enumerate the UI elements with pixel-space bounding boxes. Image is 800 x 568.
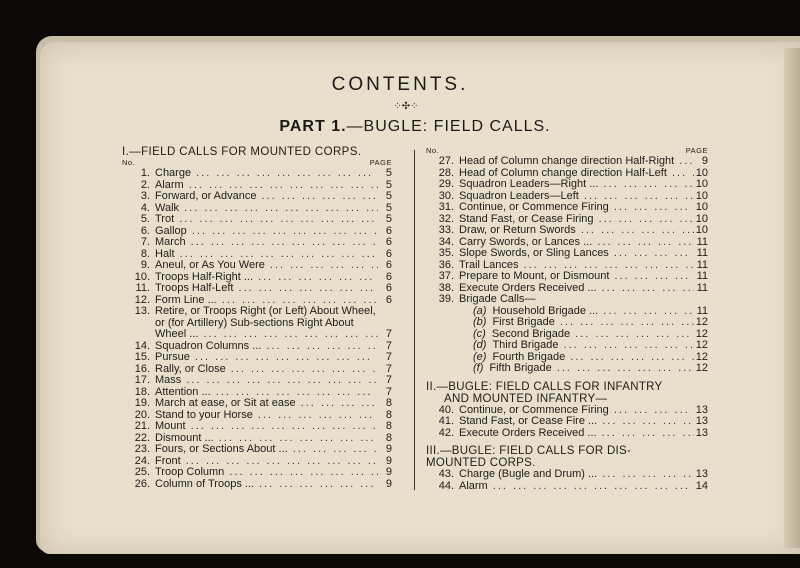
brigade-entry (459, 363, 694, 375)
entry-page: 14 (695, 479, 708, 492)
entry-title: Form Line ... ... . (155, 295, 378, 307)
part-heading (0, 118, 800, 136)
page-title: CONTENTS. (331, 74, 469, 95)
entry-page: 6 (385, 293, 392, 306)
entry-page: 6 (385, 236, 392, 248)
entry-number: 25. (134, 466, 150, 478)
entry-title: Troops Half-Right ... ... . (155, 272, 378, 284)
entry-page: 5 (385, 201, 392, 214)
toc-entry (122, 249, 392, 261)
toc-entry (426, 260, 708, 272)
entry-page: 10 (695, 178, 708, 190)
entry-title: Charge (Bugle and Drum) ... ... . (459, 469, 694, 481)
section-heading-infantry (426, 381, 708, 405)
entry-number: 7. (140, 236, 150, 248)
toc-entry (426, 329, 708, 341)
entry-number: 44. (438, 479, 454, 492)
entry-number: 14. (134, 339, 150, 352)
toc-entry (426, 294, 708, 306)
entry-page: 9 (385, 466, 392, 478)
entry-number: 33. (438, 224, 454, 236)
ornament-icon: ⁘✣⁘ (393, 101, 419, 112)
entry-page: 13 (695, 468, 708, 480)
entry-number: 26. (134, 477, 150, 490)
entry-title: March ... . (155, 237, 378, 249)
entry-page: 5 (385, 213, 392, 225)
entry-number: 13. (134, 305, 150, 317)
toc-entry (426, 237, 708, 249)
toc-entry (426, 225, 708, 237)
entry-number: 2. (140, 178, 150, 191)
entry-page: 11 (696, 235, 708, 248)
entry-number: 27. (438, 155, 454, 167)
entry-number: 10. (134, 270, 150, 283)
entry-number: 30. (438, 189, 454, 202)
entry-title: Column of Troops ... ... . (155, 479, 378, 491)
toc-entry (122, 421, 392, 433)
entry-page: 13 (695, 426, 708, 439)
entry-title: Attention ... ... . (155, 387, 378, 399)
entry-page: 6 (385, 282, 392, 294)
entry-number: 3. (140, 190, 150, 202)
entry-number: 24. (134, 454, 150, 467)
section-heading-mounted: I.—FIELD CALLS FOR MOUNTED CORPS. (122, 146, 362, 158)
entry-number: 28. (438, 166, 454, 179)
part-label: PART 1. (279, 118, 347, 135)
toc-entry (122, 444, 392, 456)
toc-entry (426, 306, 708, 318)
toc-entry (122, 341, 392, 353)
right-column (426, 146, 708, 492)
entry-title: Walk ... . (155, 203, 378, 215)
entry-title: Brigade Calls— (459, 294, 536, 305)
toc-entry (122, 329, 392, 341)
entry-title: Wheel ... ... . (155, 329, 378, 341)
toc-entry (122, 387, 392, 399)
entry-title: Rally, or Close ... . (155, 364, 378, 376)
entry-title: Charge ... . (155, 168, 378, 180)
part-subtitle: —BUGLE: FIELD CALLS. (346, 118, 551, 135)
entry-number: 40. (438, 403, 454, 416)
entry-title: Halt ... . (155, 249, 378, 261)
entry-page: 5 (385, 190, 392, 202)
entry-title: Mass ... . (155, 375, 378, 387)
toc-entry (426, 156, 708, 168)
entry-number: 6. (140, 224, 150, 237)
toc-entry (426, 202, 708, 214)
section2-line2: AND MOUNTED INFANTRY— (444, 392, 608, 405)
entry-page: 7 (385, 385, 392, 398)
toc-entry (426, 352, 708, 364)
toc-entry (426, 191, 708, 203)
entry-page: 7 (385, 362, 392, 375)
entry-title: Mount ... . (155, 421, 378, 433)
entry-number: 39. (438, 293, 454, 305)
entry-title: Continue, or Commence Firing ... . (459, 202, 694, 214)
toc-entry (426, 405, 708, 417)
toc-entry (426, 363, 708, 375)
entry-title: Squadron Leaders—Left ... . (459, 191, 694, 203)
section3-line1: III.—BUGLE: FIELD CALLS FOR DIS- (426, 445, 632, 457)
entry-number: 23. (134, 443, 150, 455)
toc-entry (426, 340, 708, 352)
section-heading-dismounted (426, 445, 708, 469)
entry-page: 6 (385, 247, 392, 260)
entry-title: Third Brigade (492, 340, 559, 351)
entry-page: 10 (695, 189, 708, 202)
entry-page: 12 (695, 327, 708, 340)
entry-page: 7 (385, 328, 392, 340)
entry-number: 8. (140, 247, 150, 260)
column-headers-right (426, 146, 708, 156)
entry-page: 8 (385, 408, 392, 421)
entry-page: 9 (385, 454, 392, 467)
brigade-entry (459, 352, 694, 364)
entry-title: Forward, or Advance ... . (155, 191, 378, 203)
entry-number: 34. (438, 235, 454, 248)
entry-page: 8 (385, 420, 392, 432)
entry-title: Alarm ... . (155, 180, 378, 192)
entry-number: 20. (134, 408, 150, 421)
entry-page: 6 (385, 224, 392, 237)
entry-title: Second Brigade (491, 328, 571, 340)
entry-title: Execute Orders Received ... ... . (459, 428, 694, 440)
toc-entry (122, 410, 392, 422)
toc-entry (122, 479, 392, 491)
entry-title: Troops Half-Left ... . (155, 283, 378, 295)
col-no-header-right: No. (426, 146, 440, 155)
entry-title: Fours, or Sections About ... ... . (155, 444, 378, 456)
entry-title: Execute Orders Received ... ... . (459, 283, 694, 295)
entry-page: 11 (696, 304, 708, 317)
toc-entry (122, 456, 392, 468)
entry-number: 41. (438, 415, 454, 427)
entry-title: Aneul, or As You Were ... . (155, 260, 378, 272)
toc-entry (122, 318, 392, 330)
entry-number: 16. (134, 362, 150, 375)
entry-page: 12 (695, 350, 708, 363)
toc-entry (122, 203, 392, 215)
toc-entry (426, 428, 708, 440)
entry-number: 37. (438, 270, 454, 282)
entry-number: 36. (438, 258, 454, 271)
entry-number: 31. (438, 201, 454, 213)
toc-entry (426, 271, 708, 283)
entry-number: 11. (135, 282, 150, 294)
entry-title: Troop Column ... . (155, 467, 378, 479)
brigade-entry (459, 329, 694, 341)
brigade-entry (459, 340, 694, 352)
section2-line1: II.—BUGLE: FIELD CALLS FOR INFANTRY (426, 380, 663, 393)
entry-title: Squadron Leaders—Right ... ... . (459, 179, 694, 191)
entry-title: Squadron Columns ... ... . (155, 341, 378, 353)
entry-number: 21. (134, 420, 150, 432)
entry-number: 35. (438, 247, 454, 259)
entry-title: Stand Fast, or Cease Fire ... ... . (459, 416, 694, 428)
entry-title: Gallop ... . (155, 226, 378, 238)
entry-number: 19. (134, 397, 150, 409)
toc-entry (122, 375, 392, 387)
left-item-list (122, 168, 392, 490)
toc-entry (122, 237, 392, 249)
entry-page: 8 (385, 431, 392, 444)
entry-number: 5. (140, 213, 150, 225)
entry-number: 43. (438, 468, 454, 480)
entry-page: 12 (695, 362, 708, 374)
entry-number: 17. (134, 374, 150, 386)
toc-entry (426, 283, 708, 295)
entry-number: (a) (473, 305, 487, 317)
entry-page: 11 (696, 258, 708, 271)
entry-page: 10 (695, 201, 708, 213)
entry-number: (d) (473, 340, 487, 351)
entry-page: 11 (696, 270, 708, 282)
entry-title: or (for Artillery) Sub-sections Right About (155, 317, 354, 329)
toc-entry (122, 467, 392, 479)
entry-page: 9 (385, 477, 392, 490)
entry-number: 42. (438, 426, 454, 439)
toc-entry (426, 469, 708, 481)
entry-page: 13 (695, 403, 708, 416)
entry-number: 18. (134, 385, 150, 398)
column-headers (122, 158, 392, 168)
entry-title: Carry Swords, or Lances ... ... . (459, 237, 694, 249)
brigade-entry (459, 306, 694, 318)
right-item-list (426, 156, 708, 306)
toc-entry (122, 214, 392, 226)
col-page-header: PAGE (369, 158, 392, 167)
toc-entry (122, 283, 392, 295)
col-no-header: No. (122, 158, 136, 167)
entry-number: 29. (438, 178, 454, 190)
entry-title: Pursue ... . (155, 352, 378, 364)
toc-entry (122, 272, 392, 284)
entry-title: Fifth Brigade (489, 363, 552, 374)
col-page-header-right: PAGE (685, 146, 708, 155)
section3-line2: MOUNTED CORPS. (426, 457, 536, 469)
entry-page: 13 (695, 415, 708, 427)
toc-entry (122, 364, 392, 376)
dismounted-item-list (426, 469, 708, 492)
entry-title: Prepare to Mount, or Dismount ... . (459, 271, 694, 283)
entry-title: Head of Column change direction Half-Right ... . (459, 156, 694, 168)
toc-entry (426, 481, 708, 493)
toc-entry (426, 168, 708, 180)
entry-title: Fourth Brigade (492, 351, 566, 363)
entry-title: Stand Fast, or Cease Firing ... . (459, 214, 694, 226)
entry-title: Trail Lances ... . (459, 260, 694, 272)
entry-title: Continue, or Commence Firing ... . (459, 405, 694, 417)
toc-entry (122, 226, 392, 238)
entry-number: (b) (473, 317, 487, 328)
left-column (122, 146, 392, 490)
toc-entry (426, 214, 708, 226)
infantry-item-list (426, 405, 708, 440)
entry-number: 22. (134, 431, 150, 444)
entry-page: 9 (701, 155, 708, 167)
toc-entry (122, 260, 392, 272)
toc-entry (426, 179, 708, 191)
entry-title: Household Brigade ... (492, 305, 599, 317)
entry-number: 32. (438, 212, 454, 225)
entry-page: 10 (695, 166, 708, 179)
toc-entry (122, 352, 392, 364)
toc-entry (122, 191, 392, 203)
entry-page: 5 (385, 178, 392, 191)
entry-number: (c) (473, 328, 486, 340)
entry-page: 5 (385, 167, 392, 179)
toc-entry (122, 306, 392, 318)
entry-page: 7 (385, 351, 392, 363)
brigade-call-list (426, 306, 708, 375)
toc-entry (122, 433, 392, 445)
entry-page: 11 (696, 247, 708, 259)
entry-page: 9 (385, 443, 392, 455)
entry-title: First Brigade (492, 317, 555, 328)
entry-page: 6 (385, 270, 392, 283)
entry-title: Draw, or Return Swords ... . (459, 225, 694, 237)
entry-title: Alarm ... . (459, 481, 694, 493)
entry-title: Trot ... . (155, 214, 378, 226)
entry-page: 10 (695, 212, 708, 225)
entry-page: 8 (385, 397, 392, 409)
entry-number: 9. (140, 259, 150, 271)
entry-number: (f) (473, 363, 484, 374)
toc-entry (426, 248, 708, 260)
column-divider (414, 150, 415, 490)
brigade-entry (459, 317, 694, 329)
toc-entry (122, 180, 392, 192)
entry-page: 10 (695, 224, 708, 236)
entry-number: 4. (140, 201, 150, 214)
entry-page: 12 (695, 339, 708, 351)
entry-page: 6 (385, 259, 392, 271)
entry-page: 12 (695, 316, 708, 328)
entry-page: 7 (385, 374, 392, 386)
entry-title: Retire, or Troops Right (or Left) About Wheel, (155, 306, 376, 317)
toc-entry (122, 398, 392, 410)
entry-number: 15. (134, 351, 150, 363)
toc-entry (426, 317, 708, 329)
entry-number: 12. (134, 293, 150, 306)
entry-title: Head of Column change direction Half-Left ... . (459, 168, 694, 180)
toc-entry (122, 168, 392, 180)
entry-title: Front ... . (155, 456, 378, 468)
entry-page: 7 (385, 339, 392, 352)
entry-page: 11 (696, 281, 708, 294)
entry-number: (e) (473, 351, 487, 363)
entry-title: March at ease, or Sit at ease ... . (155, 398, 378, 410)
entry-title: Slope Swords, or Sling Lances ... . (459, 248, 694, 260)
entry-title: Dismount ... ... . (155, 433, 378, 445)
toc-entry (426, 416, 708, 428)
toc-entry (122, 295, 392, 307)
entry-number: 38. (438, 281, 454, 294)
entry-title: Stand to your Horse ... . (155, 410, 378, 422)
entry-number: 1. (140, 167, 150, 179)
